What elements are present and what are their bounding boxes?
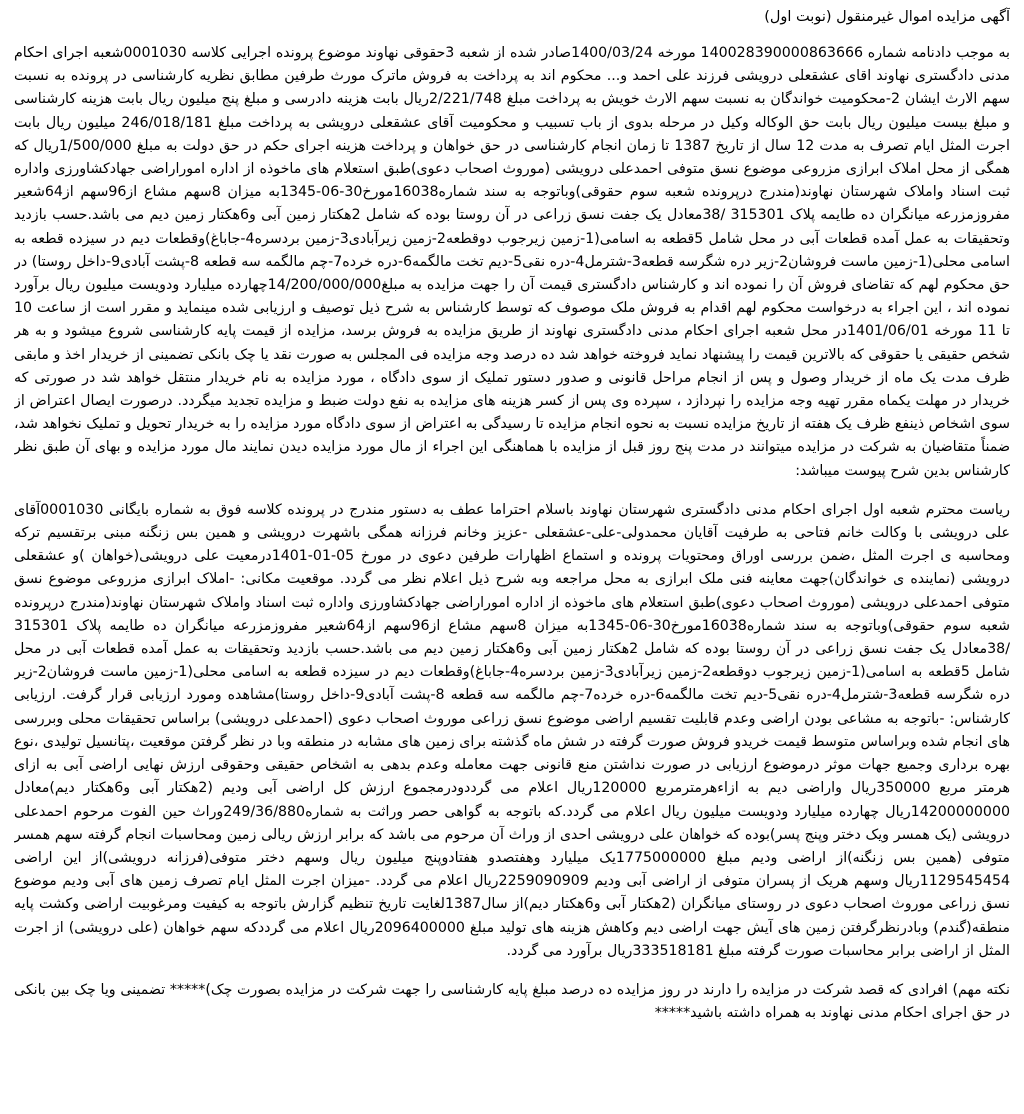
auction-notice-document [14,4,1010,1108]
notice-body-paragraph: به موجب دادنامه شماره 140028390000863666 مورخه 1400/03/24صادر شده از شعبه 3حقوقی نهاوند موضوع پرونده اجرایی کلاسه 0001030شعبه اجرای احکام مدنی دادگستری نهاوند اقای عشقعلی درویشی فرزند علی احمد و... محکوم اند به پرداخت به فروش ماترک مورث طرفین مطابق نظریه کارشناسی در پرونده به نسبت سهم الارث ایشان 2-محکومیت خواندگان به نسبت سهم الارث خویش به پرداخت مبلغ 2/221/748ریال بابت هزینه دادرسی و مبلغ پنج میلیون ریال بابت هزینه کارشناسی و مبلغ بیست میلیون ریال بابت حق الوکاله وکیل در مرحله بدوی از باب تسبیب و محکومیت آقای عشقعلی درویشی به پرداخت مبلغ 246/018/181 میلیون ریال بابت اجرت المثل ایام تصرف به مدت 12 سال از تاریخ 1387 تا زمان انجام کارشناسی در حق خواهان و پرداخت هزینه اجرای حکم در حق دولت به مبلغ 1/500/000ریال که همگی از محل املاک ابرازی مزروعی موضوع نسق متوفی احمدعلی درویشی (موروث اصحاب دعوی)طبق استعلام های ماخوذه از اداره اموراراضی جهادکشاورزی واداره ثبت اسناد واملاک شهرستان نهاوند(مندرج درپرونده شعبه سوم حقوقی)وباتوجه به سند شماره16038مورخ30-06-1345به میزان 8سهم مشاع از96سهم از64شعیر مفروزمزرعه میانگران ده طایمه پلاک 315301 /38معادل یک جفت نسق زراعی در آن روستا بوده که شامل 2هکتار زمین آبی و6هکتار زمین دیم می باشد.حسب بازدید وتحقیقات به عمل آمده قطعات آبی در محل شامل 5قطعه به اسامی(1-زمین زیرجوب دوقطعه2-زمین زیرآبادی3-زمین بردسره4-جاباغ)وقطعات دیم در سیزده قطعه به اسامی محلی(1-زمین ماست فروشان2-زیر دره شگرسه قطعه3-شترمل4-دره نقی5-دیم تخت مالگمه6-دره خرده7-چم مالگمه سه قطعه 8-پشت آبادی9-داخل روستا) در حق محکوم لهم که تقاضای فروش آن را نموده اند و کارشناس دادگستری قیمت آن را جهت مزایده به مبلغ14/200/000/000چهارده میلیارد ودویست میلیون ریال برآورد نموده اند ، این اجراء به درخواست محکوم لهم اقدام به فروش ملک موصوف که توسط کارشناس به شرح ذیل توصیف و ارزیابی شده مینماید و مقرر است از ساعت 10 تا 11 مورخه 1401/06/01در محل شعبه اجرای احکام مدنی دادگستری نهاوند از طریق مزایده به فروش برسد، مزایده از قیمت پایه کارشناسی شروع میشود و به هر شخص حقیقی یا حقوقی که بالاترین قیمت را پیشنهاد نماید فروخته خواهد شد ده درصد وجه مزایده فی المجلس به صورت نقد یا چک بانکی تضمینی از خریدار اخذ و مابقی ظرف مدت یک ماه از خریدار وصول و پس از انجام مراحل قانونی و صدور دستور تملیک از سوی دادگاه ، مورد مزایده به نام خریدار منتقل خواهد شد در صورتی که خریدار در مهلت یکماه مقرر تهیه وجه مزایده را نپردازد ، سپرده وی پس از کسر هزینه های مزایده به نفع دولت ضبط و مزایده تجدید میگردد. درصورت ایصال اعتراض از سوی اشخاص ذینفع ظرف یک هفته از تاریخ مزایده نسبت به نحوه انجام مزایده تا رسیدگی به اعتراض از سوی دادگاه مورد مزایده را به خریدار تحویل و تملیک نخواهد شد، ضمناً متقاضیان به شرکت در مزایده میتوانند در مدت پنج روز قبل از مزایده با هماهنگی این اجراء از مال مورد مزایده دیدن نمایند مال مورد مزایده و بهای آن طبق نظر کارشناس بدین شرح پیوست میباشد: [14,45,1010,479]
expert-report-paragraph: ریاست محترم شعبه اول اجرای احکام مدنی دادگستری شهرستان نهاوند باسلام احتراما عطف به دستور مندرج در پرونده کلاسه فوق به شماره بایگانی 0001030آقای علی درویشی با وکالت خانم فتاحی به طرفیت آقایان محمدولی-علی-عشقعلی -عزیز وخانم فرزانه همگی باشهرت درویشی و همین بس زنگنه مبنی برتقسیم ترکه ومحاسبه ی اجرت المثل ،ضمن بررسی اوراق ومحتویات پرونده و استماع اظهارات طرفین دعوی در مورخ 05-01-1401درمعیت علی درویشی(خواهان )و عشقعلی درویشی (نماینده ی خواندگان)جهت معاینه فنی ملک ابرازی به محل مراجعه وبه شرح ذیل اعلام نظر می گردد. موقعیت مکانی: -املاک ابرازی مزروعی موضوع نسق متوفی احمدعلی درویشی (موروث اصحاب دعوی)طبق استعلام های ماخوذه از اداره اموراراضی جهادکشاورزی واداره ثبت اسناد واملاک شهرستان نهاوند(مندرج درپرونده شعبه سوم حقوقی)وباتوجه به سند شماره16038مورخ30-06-1345به میزان 8سهم مشاع از96سهم از64شعیر مفروزمزرعه میانگران ده طایمه پلاک 315301 /38معادل یک جفت نسق زراعی در آن روستا بوده که شامل 2هکتار زمین آبی و6هکتار زمین دیم می باشد.حسب بازدید وتحقیقات به عمل آمده قطعات آبی در محل شامل 5قطعه به اسامی(1-زمین زیرجوب دوقطعه2-زمین زیرآبادی3-زمین بردسره4-جاباغ)وقطعات دیم در سیزده قطعه به اسامی محلی(1-زمین ماست فروشان2-زیر دره شگرسه قطعه3-شترمل4-دره نقی5-دیم تخت مالگمه6-دره خرده7-چم مالگمه سه قطعه 8-پشت آبادی9-داخل روستا)مشاهده ومورد ارزیابی قرار گرفت. ارزیابی کارشناس: -باتوجه به مشاعی بودن اراضی وعدم قابلیت تقسیم اراضی موضوع نسق زراعی موروث اصحاب دعوی (احمدعلی درویشی) براساس تحقیقات محلی وبررسی های انجام شده وبراساس متوسط قیمت خریدو فروش صورت گرفته در شش ماه گذشته برای زمین های مشابه در منطقه وبا در نظر گرفتن موقعیت ،پتانسیل تولیدی ،نوع بهره برداری وجمیع جهات موثر درموضوع ارزیابی در صورت نداشتن منع قانونی جهت معامله وعدم بدهی به اشخاص حقیقی وحقوقی ارزش نهایی اراضی آبی به ازای هرمتر مربع 350000ریال واراضی دیم به ازاءهرمترمربع 120000ریال اعلام می گرددودرمجموع ارزش کل اراضی آبی ودیم (2هکتار آبی و6هکتار دیم)معادل 14200000000ریال چهارده میلیارد ودویست میلیون ریال اعلام می گردد.که باتوجه به گواهی حصر وراثت به شماره249/36/880وراث حین الفوت مرحوم احمدعلی درویشی (یک همسر ویک دختر وپنج پسر)بوده که خواهان علی درویشی احدی از وراث آن مرحوم می باشد که برابر ارزش ریالی زمین ومحاسبات انجام گرفته سهم همسر متوفی (همین بس زنگنه)از اراضی ودیم مبلغ 1775000000یک میلیارد وهفتصدو هفتادوپنج میلیون ریال وسهم دختر متوفی(فرزانه درویشی)از این اراضی 1129545454ریال وسهم هریک از پسران متوفی از اراضی آبی ودیم 2259090909ریال اعلام می گردد. -میزان اجرت المثل ایام تصرف زمین های آبی ودیم موضوع نسق زراعی موروث اصحاب دعوی در روستای میانگران (2هکتار آبی و6هکتار دیم)از سال1387لغایت تاریخ تنظیم گزارش باتوجه به کیفیت ومرغوبیت اراضی وکشت پایه منطقه(گندم) وبادرنظرگرفتن زمین های آیش جهت اراضی دیم وکاهش هزینه های تولید مبلغ 2096400000ریال اعلام می گرددکه سهم خواهان (علی درویشی) از اجرت المثل از اراضی برابر محاسبات صورت گرفته مبلغ 333518181ریال برآورد می گردد. [14,501,1010,959]
notice-title: آگهی مزایده اموال غیرمنقول (نوبت اول) [764,9,1010,25]
important-note-paragraph: نکته مهم) افرادی که قصد شرکت در مزایده را دارند در روز مزایده ده درصد مبلغ پایه کارشناسی را جهت شرکت در مزایده بصورت چک)***** تضمینی ویا چک بین بانکی در حق اجرای احکام مدنی نهاوند به همراه داشته باشید***** [14,981,1010,1022]
